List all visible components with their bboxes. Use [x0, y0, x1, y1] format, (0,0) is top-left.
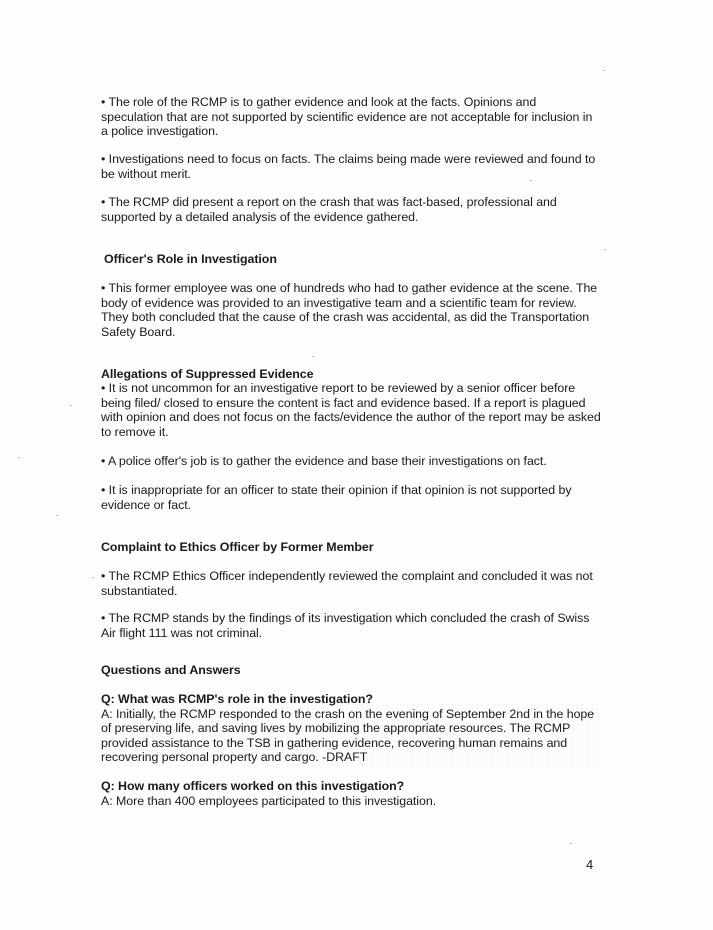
scan-speck: [570, 843, 572, 844]
officers-role-bullet-1: [101, 281, 601, 339]
allegations-bullet-2: [101, 454, 601, 469]
scan-speck: [530, 180, 532, 181]
intro-bullet-3: [101, 195, 601, 224]
scan-speck: [70, 405, 72, 406]
section-heading-qa: [101, 663, 601, 678]
bullet-text: • This former employee was one of hundreds who had to gather evidence at the scene. The body of evidence was provided to an investigative team and a scientific team for review. They both concluded that the cause of the crash was accidental, as did the Transportation Safety Board.: [101, 281, 598, 339]
qa-item-1: [101, 692, 601, 765]
heading-text: Complaint to Ethics Officer by Former Member: [101, 540, 374, 554]
bullet-text: • The role of the RCMP is to gather evidence and look at the facts. Opinions and speculation that are not supported by scientific evidence are not acceptable for inclusion in a police investigation.: [101, 95, 593, 139]
bullet-text: • A police offer's job is to gather the evidence and base their investigations on fact.: [101, 454, 547, 468]
intro-bullet-1: [101, 95, 601, 139]
heading-text: Questions and Answers: [101, 663, 241, 677]
section-heading-complaint: [101, 540, 601, 555]
bullet-text: • The RCMP Ethics Officer independently reviewed the complaint and concluded it was not substantiated.: [101, 569, 593, 598]
bullet-text: • It is inappropriate for an officer to state their opinion if that opinion is not supported by evidence or fact.: [101, 483, 572, 512]
intro-bullet-2: [101, 152, 601, 181]
question-text: Q: What was RCMP's role in the investigation?: [101, 692, 373, 706]
heading-text: Allegations of Suppressed Evidence: [101, 367, 314, 381]
scan-speck: [56, 515, 58, 516]
section-heading-officers-role: [104, 252, 604, 267]
bullet-text: • The RCMP did present a report on the crash that was fact-based, professional and supported by a detailed analysis of the evidence gathered.: [101, 195, 557, 224]
allegations-bullet-1: [101, 381, 601, 439]
scan-speck: [92, 577, 94, 578]
section-heading-allegations: [101, 367, 601, 382]
answer-text: A: More than 400 employees participated to this investigation.: [101, 793, 437, 808]
qa-item-2: [101, 779, 601, 808]
page-number: 4: [586, 857, 594, 872]
bullet-text: • It is not uncommon for an investigative report to be reviewed by a senior officer before being filed/ closed to ensure the content is fact and evidence based. If a report is plagued with opinion and does not focus on the facts/evidence the author of the report may be asked to remove it.: [101, 381, 601, 439]
scan-speck: [604, 249, 606, 250]
complaint-bullet-1: [101, 569, 601, 598]
answer-text: A: Initially, the RCMP responded to the crash on the evening of September 2nd in the hope of preserving life, and saving lives by mobilizing the appropriate resources. The RCMP provided assistance to the TSB in gathering evidence, recovering human remains and recovering personal property and cargo. -DRAFT: [101, 706, 595, 765]
heading-text: Officer's Role in Investigation: [104, 252, 277, 266]
bullet-text: • The RCMP stands by the findings of its investigation which concluded the crash of Swiss Air flight 111 was not criminal.: [101, 611, 590, 640]
complaint-bullet-2: [101, 611, 601, 640]
question-text: Q: How many officers worked on this investigation?: [101, 779, 405, 793]
bullet-text: • Investigations need to focus on facts. The claims being made were reviewed and found to be without merit.: [101, 152, 596, 181]
scan-speck: [603, 70, 605, 71]
scan-speck: [312, 356, 314, 357]
allegations-bullet-3: [101, 483, 601, 512]
scan-speck: [18, 457, 20, 458]
